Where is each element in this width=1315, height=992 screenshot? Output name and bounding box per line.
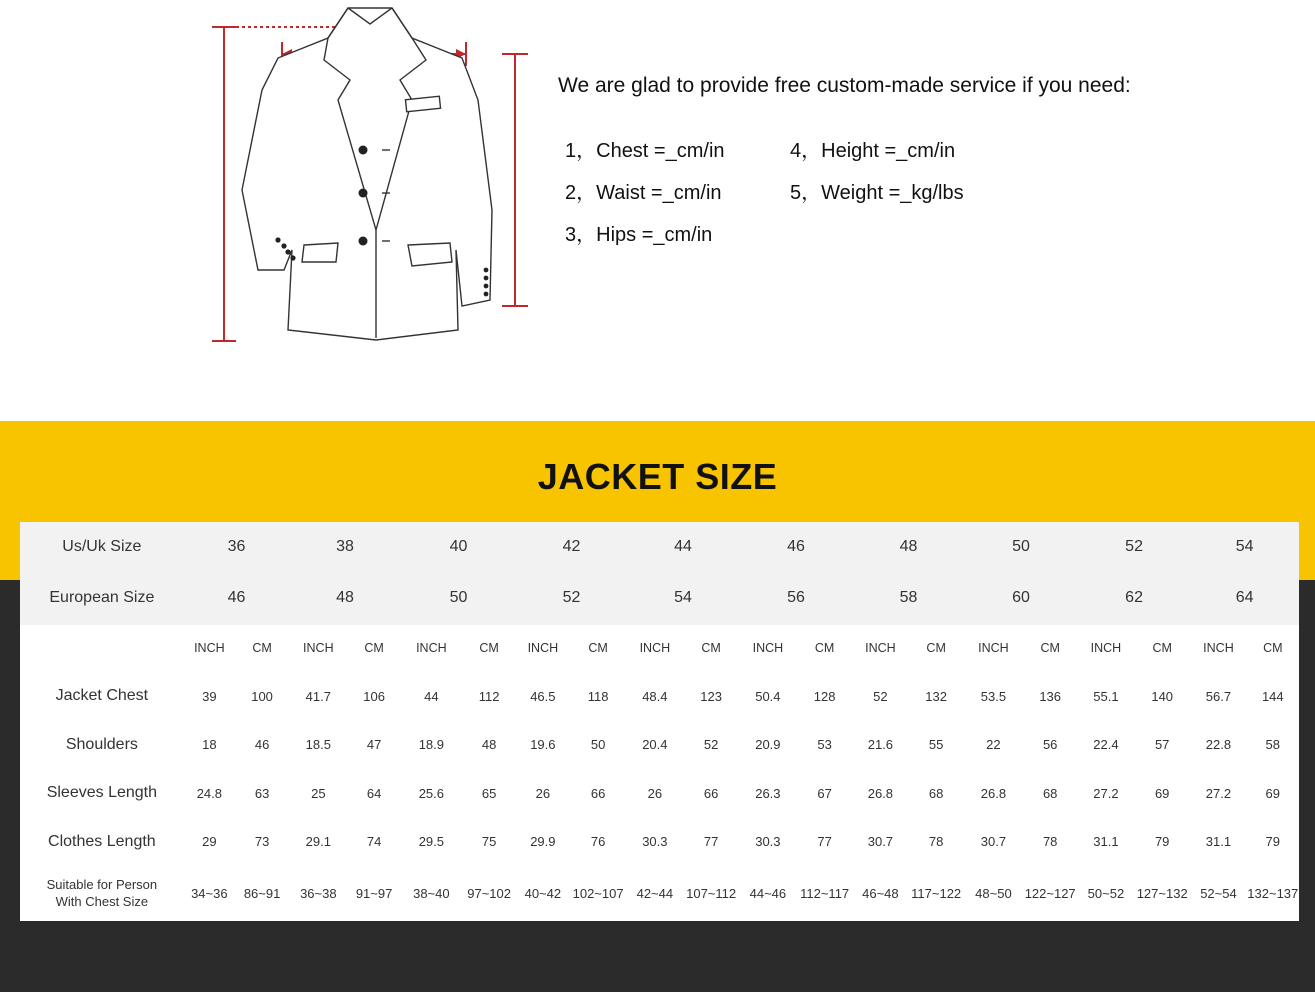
field-weight: 5，Weight =_kg/lbs: [790, 182, 964, 204]
measurement-row: [20, 769, 1299, 817]
inch-value: 31.1: [1205, 834, 1232, 849]
suitable-inch-range: 36~38: [300, 885, 337, 901]
european-size: 52: [562, 589, 581, 606]
measurement-label: Jacket Chest: [55, 687, 149, 704]
cm-value: 77: [703, 834, 719, 849]
inch-value: 48.4: [642, 688, 668, 704]
cm-value: 100: [251, 688, 273, 704]
unit-cm: CM: [701, 641, 721, 655]
inch-value: 53.5: [980, 688, 1007, 704]
cm-value: 79: [1265, 834, 1281, 849]
inch-value: 31.1: [1093, 834, 1119, 849]
cm-value: 75: [481, 834, 497, 849]
inch-value: 29: [202, 834, 217, 849]
us-uk-size: 44: [674, 538, 692, 555]
cm-value: 74: [366, 834, 382, 849]
unit-inch: INCH: [1090, 641, 1122, 655]
suitable-cm-range: 122~127: [1024, 885, 1076, 901]
cm-value: 68: [1042, 785, 1058, 801]
unit-cm: CM: [1152, 641, 1172, 655]
cm-value: 55: [928, 737, 944, 752]
inch-value: 20.9: [755, 737, 781, 752]
cm-value: 65: [481, 785, 497, 801]
cm-value: 79: [1154, 834, 1170, 849]
suitable-inch-range: 38~40: [413, 885, 450, 901]
us-uk-size: 40: [449, 538, 468, 555]
unit-inch: INCH: [639, 641, 671, 655]
us-uk-size: 50: [1012, 538, 1030, 555]
european-size: 58: [899, 589, 918, 606]
inch-value: 19.6: [530, 737, 556, 752]
inch-value: 30.7: [867, 834, 894, 849]
field-height: 4，Height =_cm/in: [790, 140, 956, 162]
inch-value: 25.6: [418, 785, 444, 801]
inch-value: 29.5: [418, 834, 444, 849]
unit-inch: INCH: [416, 641, 447, 655]
cm-value: 76: [590, 834, 606, 849]
suitable-cm-range: 102~107: [572, 885, 624, 901]
inch-value: 22.8: [1205, 737, 1232, 752]
cm-value: 132: [925, 688, 947, 704]
suitable-cm-range: 132~137: [1247, 885, 1299, 901]
page-title: JACKET SIZE: [537, 456, 778, 497]
inch-value: 50.4: [755, 688, 781, 704]
cm-value: 56: [1042, 737, 1058, 752]
us-uk-size: 38: [336, 538, 354, 555]
unit-cm: CM: [1263, 641, 1283, 655]
unit-inch: INCH: [194, 641, 225, 655]
suitable-inch-range: 34~36: [191, 885, 228, 901]
inch-value: 44: [424, 688, 439, 704]
inch-value: 27.2: [1205, 785, 1232, 801]
unit-inch: INCH: [527, 641, 559, 655]
cm-value: 68: [928, 785, 944, 801]
cm-value: 63: [254, 785, 270, 801]
measurement-label: Sleeves Length: [46, 784, 158, 801]
suitable-inch-range: 52~54: [1200, 885, 1237, 901]
us-uk-label: Us/Uk Size: [62, 538, 142, 555]
unit-cm: CM: [588, 641, 608, 655]
cm-value: 112: [478, 688, 500, 704]
cm-value: 46: [254, 737, 270, 752]
us-uk-size: 42: [562, 538, 581, 555]
cm-value: 73: [254, 834, 270, 849]
cm-value: 106: [363, 688, 385, 704]
suitable-label-line2: With Chest Size: [55, 894, 149, 909]
inch-value: 30.3: [642, 834, 668, 849]
cm-value: 69: [1154, 785, 1170, 801]
cm-value: 66: [590, 785, 606, 801]
inch-value: 21.6: [867, 737, 894, 752]
inch-value: 22.4: [1093, 737, 1119, 752]
inch-value: 18.9: [418, 737, 444, 752]
measurement-label: Shoulders: [65, 735, 138, 753]
field-hips: 3，Hips =_cm/in: [565, 224, 713, 246]
european-size: 64: [1235, 589, 1254, 606]
cm-value: 77: [817, 834, 832, 849]
measurement-row: [20, 672, 1299, 720]
inch-value: 29.9: [530, 834, 556, 849]
cm-value: 136: [1039, 688, 1062, 704]
cm-value: 67: [817, 785, 832, 801]
size-table: [20, 522, 1299, 920]
inch-value: 30.3: [755, 834, 781, 849]
suitable-cm-range: 86~91: [243, 885, 281, 901]
inch-value: 26.3: [755, 785, 781, 801]
inch-value: 55.1: [1093, 688, 1119, 704]
suitable-cm-range: 91~97: [355, 885, 393, 901]
inch-value: 30.7: [980, 834, 1007, 849]
european-size: 46: [227, 589, 246, 606]
cm-value: 118: [587, 688, 609, 704]
suitable-inch-range: 40~42: [524, 885, 562, 901]
top-section: [0, 0, 1315, 421]
inch-value: 22: [986, 737, 1001, 752]
cm-value: 52: [703, 737, 719, 752]
suitable-cm-range: 117~122: [911, 885, 962, 901]
inch-value: 20.4: [642, 737, 668, 752]
inch-value: 27.2: [1093, 785, 1119, 801]
unit-header-blank: [20, 624, 184, 672]
measurement-label: Clothes Length: [48, 832, 156, 850]
unit-inch: INCH: [1203, 641, 1234, 655]
european-size: 56: [787, 589, 805, 606]
unit-inch: INCH: [865, 641, 896, 655]
european-size: 54: [674, 589, 692, 606]
us-uk-size: 46: [787, 538, 805, 555]
cm-value: 140: [1151, 688, 1174, 704]
european-size: 62: [1125, 589, 1143, 606]
unit-cm: CM: [479, 641, 499, 655]
cm-value: 57: [1154, 737, 1170, 752]
european-size: 50: [449, 589, 468, 606]
cm-value: 48: [481, 737, 497, 752]
inch-value: 26.8: [980, 785, 1007, 801]
us-uk-size: 52: [1125, 538, 1143, 555]
inch-value: 41.7: [305, 688, 331, 704]
cm-value: 58: [1265, 737, 1281, 752]
suitable-cm-range: 97~102: [467, 885, 511, 901]
cm-value: 47: [366, 737, 382, 752]
unit-inch: INCH: [978, 641, 1009, 655]
field-waist: 2，Waist =_cm/in: [565, 182, 722, 204]
european-row: [20, 572, 1299, 624]
inch-value: 26: [647, 785, 663, 801]
cm-value: 78: [1042, 834, 1058, 849]
inch-value: 24.8: [196, 785, 222, 801]
inch-value: 25: [311, 785, 326, 801]
inch-value: 29.1: [305, 834, 331, 849]
cm-value: 78: [928, 834, 944, 849]
field-chest: 1，Chest =_cm/in: [565, 140, 725, 162]
cm-value: 128: [813, 688, 836, 704]
inch-value: 26.8: [867, 785, 894, 801]
us-uk-size: 48: [899, 538, 918, 555]
cm-value: 50: [590, 737, 606, 752]
inch-value: 56.7: [1205, 688, 1232, 704]
suitable-label-line1: Suitable for Person: [46, 877, 158, 892]
suitable-row: [20, 866, 1299, 920]
cm-value: 144: [1261, 688, 1284, 704]
unit-header-row: [20, 624, 1299, 672]
cm-value: 64: [366, 785, 382, 801]
suitable-cm-range: 112~117: [800, 885, 850, 901]
cm-value: 123: [700, 688, 722, 704]
unit-cm: CM: [814, 641, 835, 655]
unit-cm: CM: [926, 641, 946, 655]
inch-value: 39: [202, 688, 217, 704]
us-uk-row: [20, 522, 1299, 572]
unit-inch: INCH: [752, 641, 784, 655]
european-size: 48: [336, 589, 354, 606]
inch-value: 18: [202, 737, 217, 752]
suitable-label: [20, 866, 184, 920]
measurement-row: [20, 817, 1299, 866]
us-uk-size: 54: [1235, 538, 1254, 555]
suitable-inch-range: 48~50: [975, 885, 1012, 901]
inch-value: 18.5: [305, 737, 331, 752]
unit-inch: INCH: [303, 641, 334, 655]
cm-value: 69: [1265, 785, 1281, 801]
suitable-cm-range: 107~112: [686, 885, 737, 901]
suitable-cm-range: 127~132: [1136, 885, 1188, 901]
inch-value: 52: [873, 688, 888, 704]
unit-cm: CM: [252, 641, 272, 655]
unit-cm: CM: [364, 641, 384, 655]
suitable-inch-range: 46~48: [862, 885, 899, 901]
us-uk-size: 36: [227, 538, 246, 555]
unit-cm: CM: [1040, 641, 1060, 655]
jacket-diagram-icon: [200, 0, 540, 350]
european-size: 60: [1012, 589, 1030, 606]
suitable-inch-range: 44~46: [749, 885, 787, 901]
suitable-inch-range: 42~44: [636, 885, 674, 901]
european-label: European Size: [49, 589, 155, 606]
measurement-rows: [20, 672, 1299, 920]
custom-service-intro: We are glad to provide free custom-made service if you need:: [558, 74, 1131, 97]
cm-value: 66: [703, 785, 719, 801]
inch-value: 26: [535, 785, 551, 801]
cm-value: 53: [817, 737, 832, 752]
measurement-row: [20, 720, 1299, 769]
inch-value: 46.5: [530, 688, 556, 704]
suitable-inch-range: 50~52: [1087, 885, 1125, 901]
